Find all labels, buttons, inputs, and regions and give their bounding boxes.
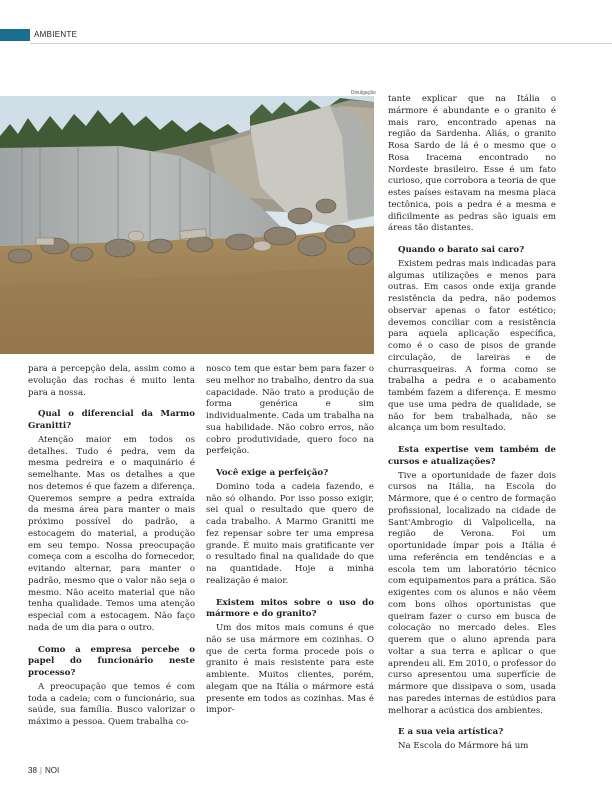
paragraph: Atenção maior em todos os detalhes. Tudo é pedra, vem da mesma pedreira e o maquinário é semelhante. Mas os detalhes a que nos detemos é que fazem a diferença. Queremos sempre a pedra extraída da mesma área para manter o mais próximo possível do padrão, a estocagem do material, a produção em seu tempo. Nossa preocupação começa com a escolha do fornecedor, evitando alternar, para manter o padrão, mesmo que o valor não seja o mesmo. Não aceito material que não tenha qualidade. Temos uma atenção especial com a estocagem. Não faço nada de um dia para o outro. — [28, 434, 195, 633]
paragraph: Domino toda a cadeia fazendo, e não só olhando. Por isso posso exigir, sei qual o resultado que quero de cada trabalho. A Marmo Granitti me fez repensar sobre ter uma empresa grande. É muito mais gratificante ver o resultado final na qualidade do que na quantidade. Hoje a minha realização é maior. — [206, 481, 374, 586]
paragraph: Existem pedras mais indicadas para algumas utilizações e menos para outras. Em casos onde exija grande resistência da pedra, não podemos observar apenas o fator estético; devemos conciliar com a resistência para aquela aplicação específica, como é o caso de pisos de grande circulação, de lareiras e de churrasqueiras. A forma como se trabalha a pedra e o acabamento também fazem a diferença. E mesmo que use uma pedra de qualidade, se não for bem trabalhada, não se alcança um bom resultado. — [388, 258, 556, 434]
footer-separator: | — [39, 766, 42, 775]
paragraph: para a percepção dela, assim como a evolução das rochas é muito lenta para a nossa. — [28, 364, 195, 398]
interview-question: Você exige a perfeição? — [216, 468, 329, 478]
paragraph: nosco tem que estar bem para fazer o seu melhor no trabalho, dentro da sua capacidade. Não trato a produção de forma genérica e sim individualmente. Cada um trabalha na sua habilidade. Não cobro erros, não cobro produtividade, quero foco na perfeição. — [206, 364, 374, 457]
interview-question: E a sua veia artística? — [398, 727, 504, 738]
quarry-photo — [0, 96, 374, 354]
section-color-tab — [0, 29, 30, 41]
interview-question: Quando o barato sai caro? — [398, 245, 525, 255]
page-footer — [28, 766, 59, 775]
paragraph: Na Escola do Mármore há um — [398, 741, 529, 751]
header-rule — [30, 43, 612, 44]
paragraph: tante explicar que na Itália o mármore é abundante e o granito é mais raro, encontrado apenas na região da Sardenha. Aliás, o granito Rosa Sardo de lá é o mesmo que o Rosa Iracema encontrado no Nordeste brasileiro. Esse é um fato curioso, que corrobora a teoria de que estes países estavam na mesma placa tectônica, pois a pedra é a mesma e dificilmente as pedras são iguais em áreas tão distantes. — [388, 94, 557, 234]
paragraph: Um dos mitos mais comuns é que não se usa mármore em cozinhas. O que de certa forma procede pois o granito é mais resistente para este ambiente. Muitos clientes, porém, alegam que na Itália o mármore está presente em todos as cozinhas. Mas é impor- — [206, 623, 374, 716]
interview-question: Esta expertise vem também de cursos e atualizações? — [388, 445, 556, 467]
article-column-3 — [388, 94, 556, 753]
paragraph: Tive a oportunidade de fazer dois cursos na Itália, na Escola do Mármore, que é o centro de formação profissional, localizado na cidade de Sant'Ambrogio di Valpolicella, na região de Verona. Foi um oportunidade ímpar pois a Itália é uma referência em tendências e a escola tem um laboratório técnico com equipamentos para a prática. São exigentes com os alunos e não vêem com bons olhos oportunistas que queiram fazer o curso em busca de colocação no mercado deles. Eles querem que o aluno aprenda para voltar a sua terra e aplicar o que aprendeu ali. Em 2010, o professor do curso apresentou uma superfície de mármore que dissipava o som, usada nas paredes internas de estúdios para melhorar a acústica dos ambientes. — [388, 470, 556, 716]
interview-question: Como a empresa percebe o papel do funcionário neste processo? — [28, 644, 195, 678]
interview-question: Qual o diferencial da Marmo Granitti? — [28, 409, 195, 431]
section-label: AMBIENTE — [34, 30, 78, 39]
interview-question: Existem mitos sobre o uso do mármore e do granito? — [206, 597, 374, 620]
paragraph: A preocupação que temos é com toda a cadeia; com o funcionário, sua saúde, sua família. Busco valorizar o máximo a pessoa. Quem trabalha co- — [28, 681, 195, 727]
page-number: 38 — [28, 766, 37, 775]
magazine-name: NOI — [44, 766, 60, 775]
photo-credit: Divulgação — [351, 90, 376, 96]
article-column-2 — [206, 364, 374, 717]
article-column-1 — [28, 364, 195, 729]
